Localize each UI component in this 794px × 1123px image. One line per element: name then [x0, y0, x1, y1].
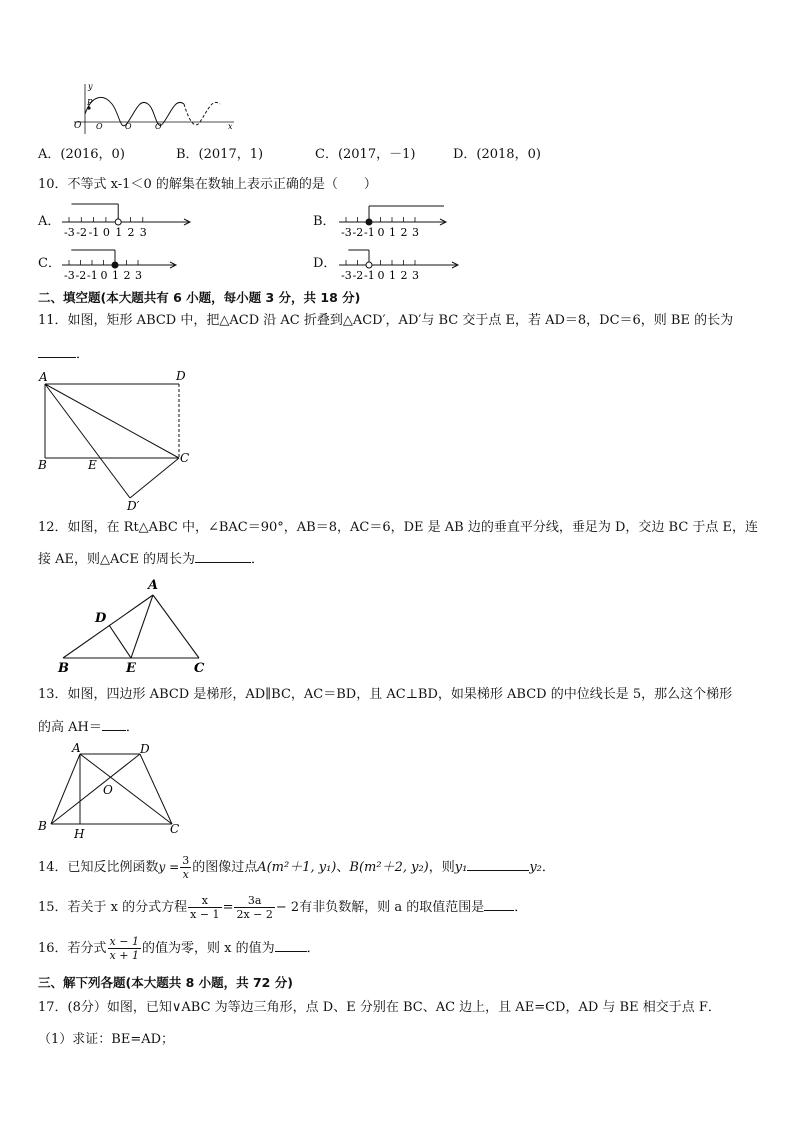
tick-label: 1	[389, 226, 396, 239]
label-x: x	[228, 122, 233, 131]
q12-label-a: A	[148, 578, 159, 593]
section-3-heading: 三、解下列各题(本大题共 8 小题，共 72 分)	[38, 975, 293, 990]
q13-label-d: D	[140, 742, 150, 756]
tick-label: -1	[88, 226, 100, 239]
tick-label: 1	[115, 226, 123, 239]
q9-option-b: B．(2017，1)	[176, 147, 264, 162]
q16-answer-blank[interactable]	[275, 939, 307, 952]
open-point	[366, 262, 372, 268]
q12-answer-blank[interactable]	[195, 550, 251, 563]
q10-letter-b: B．	[313, 214, 336, 229]
q12-label-e: E	[126, 661, 136, 676]
q13-line2: 的高 AH＝ ．	[38, 720, 139, 735]
tick-label: -1	[364, 269, 375, 282]
q12-line2: 接 AE，则△ACE 的周长为 ．	[38, 552, 264, 567]
q15-line: 15．若关于 x 的分式方程 $\frac{x}{x - 1}$ = $\frac{3a}{2x - 2}$ − 2有非负数解，则 a 的取值范围是 ．	[38, 894, 528, 921]
q13-label-c: C	[170, 822, 180, 836]
q17-line1: 17．(8分）如图，已知∨ABC 为等边三角形，点 D、E 分别在 BC、AC 边上，且 AE=CD，AD 与 BE 相交于点 F．	[38, 1000, 721, 1015]
tick-label: -3	[64, 269, 75, 282]
tick-label: 3	[412, 226, 419, 239]
tick-label: -2	[75, 269, 87, 282]
q13-line1: 13．如图，四边形 ABCD 是梯形，AD∥BC，AC＝BD，且 AC⊥BD，如果梯形 ABCD 的中位线长是 5，那么这个梯形	[38, 687, 733, 702]
q13-label-o: O	[103, 783, 113, 797]
tick-label: 1	[112, 269, 119, 282]
tick-label: 3	[139, 226, 147, 239]
tick-label: -2	[352, 269, 364, 282]
q10-question: 10．不等式 x-1＜0 的解集在数轴上表示正确的是（ ）	[38, 177, 377, 192]
q11-label-e: E	[88, 458, 97, 472]
label-o1: O	[96, 122, 103, 131]
tick-label: -1	[364, 226, 375, 239]
tick-label: 2	[127, 226, 135, 239]
q11-label-a: A	[39, 370, 48, 384]
q13-label-h: H	[74, 827, 85, 841]
q11-label-b: B	[38, 458, 47, 472]
q11-answer-blank[interactable]	[38, 345, 76, 358]
tick-label: 0	[102, 226, 110, 239]
label-o2: O	[125, 122, 132, 131]
q10-letter-c: C．	[38, 256, 61, 271]
tick-label: -3	[64, 226, 75, 239]
tick-label: -3	[341, 269, 352, 282]
tick-label: 3	[135, 269, 142, 282]
q13-figure	[36, 740, 186, 840]
label-o3: O	[155, 122, 162, 131]
q12-label-b: B	[58, 661, 69, 676]
q14-line: 14．已知反比例函数y = $\frac{3}{x}$ 的图像过点A(m²＋1, y₁)、B(m²＋2, y₂)，则y₁ y₂．	[38, 854, 555, 881]
tick-label: 0	[377, 269, 385, 282]
q11-figure	[36, 368, 196, 516]
q11-line1: 11．如图，矩形 ABCD 中，把△ACD 沿 AC 折叠到△ACD′，AD′与 BC 交于点 E，若 AD＝8，DC＝6，则 BE 的长为	[38, 313, 734, 328]
q17-line2: （1）求证：BE=AD；	[38, 1032, 175, 1047]
q11-label-c: C	[180, 451, 190, 465]
q13-label-a: A	[72, 741, 81, 755]
q11-line2: ．	[38, 345, 89, 364]
tick-label: -2	[352, 226, 364, 239]
q12-label-c: C	[194, 661, 205, 676]
tick-label: 2	[400, 226, 408, 239]
tick-label: 2	[123, 269, 131, 282]
tick-label: 1	[389, 269, 396, 282]
q9-option-c: C．(2017，－1)	[315, 147, 416, 162]
tick-label: 3	[412, 269, 419, 282]
label-o: O	[74, 121, 82, 131]
q11-label-d-prime: D′	[127, 499, 140, 513]
q14-answer-blank[interactable]	[467, 858, 529, 871]
q12-line1: 12．如图，在 Rt△ABC 中，∠BAC＝90°，AB＝8，AC＝6，DE 是 AB 边的垂直平分线，垂足为 D，交边 BC 于点 E，连	[38, 520, 759, 535]
tick-label: -1	[87, 269, 98, 282]
tick-label: 0	[377, 226, 385, 239]
q10-letter-d: D．	[313, 256, 337, 271]
label-y: y	[88, 82, 93, 91]
tick-label: 0	[100, 269, 108, 282]
tick-label: 2	[400, 269, 408, 282]
q12-figure	[52, 576, 212, 676]
q9-option-a: A．(2016，0)	[38, 147, 125, 162]
q12-label-d: D	[95, 611, 107, 626]
q13-label-b: B	[38, 819, 47, 833]
q11-label-d: D	[176, 369, 186, 383]
q13-answer-blank[interactable]	[102, 718, 126, 731]
section-2-heading: 二、填空题(本大题共有 6 小题，每小题 3 分，共 18 分)	[38, 290, 361, 305]
q15-answer-blank[interactable]	[484, 898, 514, 911]
tick-label: -2	[76, 226, 88, 239]
q9-option-d: D．(2018，0)	[453, 147, 541, 162]
q10-letter-a: A．	[38, 214, 61, 229]
tick-label: -3	[341, 226, 352, 239]
label-p: P	[87, 98, 93, 107]
q16-line: 16．若分式 $\frac{x - 1}{x + 1}$ 的值为零，则 x 的值为 ．	[38, 935, 320, 962]
